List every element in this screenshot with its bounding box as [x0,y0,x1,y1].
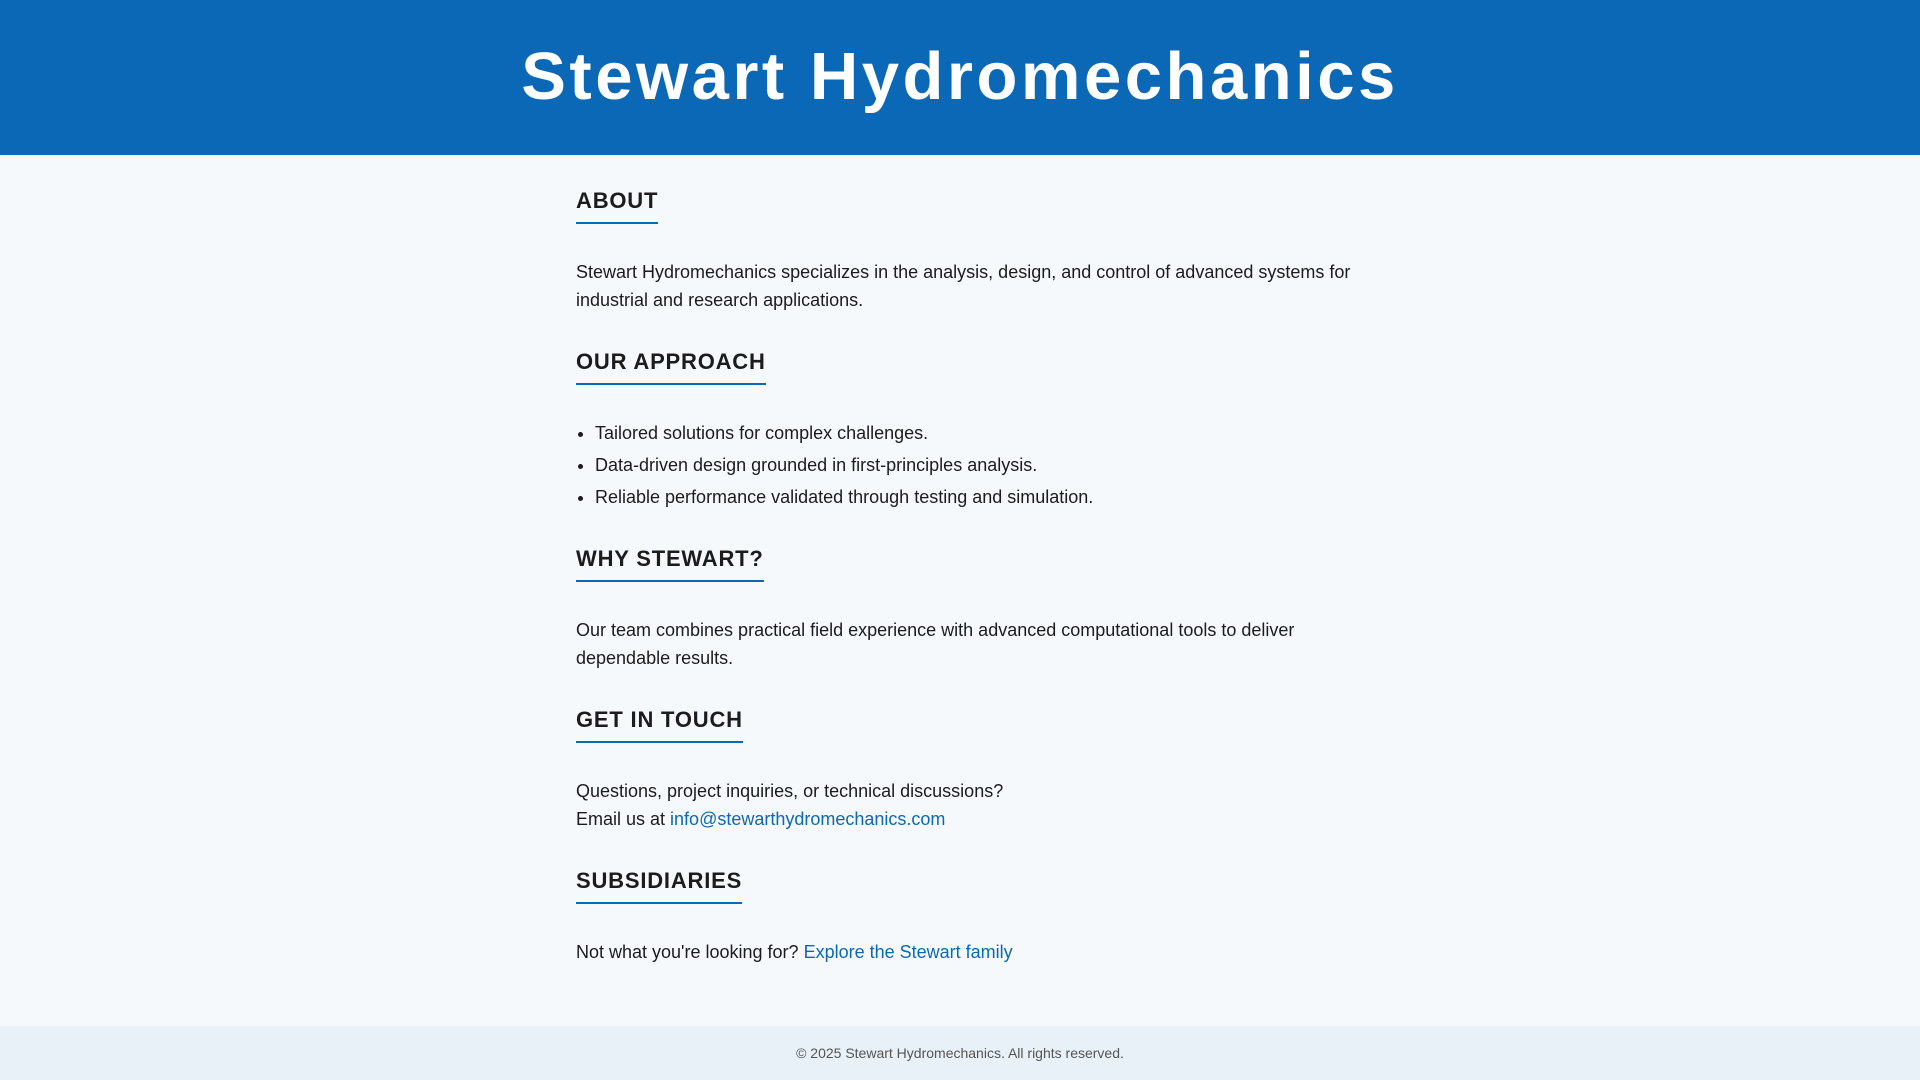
site-footer [0,1026,1920,1080]
about-heading: ABOUT [576,188,658,224]
subsidiaries-text [576,938,1356,966]
why-text: Our team combines practical field experience with advanced computational tools to deliver dependable results. [576,620,1295,668]
email-prefix: Email us at [576,809,671,829]
why-heading: WHY STEWART? [576,546,764,582]
contact-text [576,777,1356,833]
contact-section [576,707,1356,833]
approach-section [576,349,1356,513]
contact-heading: GET IN TOUCH [576,707,743,743]
explore-family-link[interactable]: Explore the Stewart family [803,942,1013,962]
list-item: • Data-driven design grounded in first-principles analysis. [595,449,1356,481]
subsidiaries-prefix: Not what you're looking for? [576,942,804,962]
copyright-text: © 2025 Stewart Hydromechanics. All rights reserved. [796,1045,1124,1061]
contact-line: Questions, project inquiries, or technical discussions? [576,781,1004,801]
approach-heading: OUR APPROACH [576,349,766,385]
why-section [576,546,1356,672]
about-section [576,188,1356,314]
about-text: Stewart Hydromechanics specializes in the analysis, design, and control of advanced systems for industrial and research applications. [576,262,1351,310]
email-link[interactable]: info@stewarthydromechanics.com [670,809,946,829]
list-item: • Tailored solutions for complex challenges. [595,417,1356,449]
site-header [0,0,1920,155]
site-title: Stewart Hydromechanics [521,38,1399,114]
subsidiaries-heading: SUBSIDIARIES [576,868,742,904]
list-item: • Reliable performance validated through testing and simulation. [595,481,1356,513]
approach-list [576,417,1356,513]
subsidiaries-section [576,868,1356,966]
main-content [576,155,1356,1025]
